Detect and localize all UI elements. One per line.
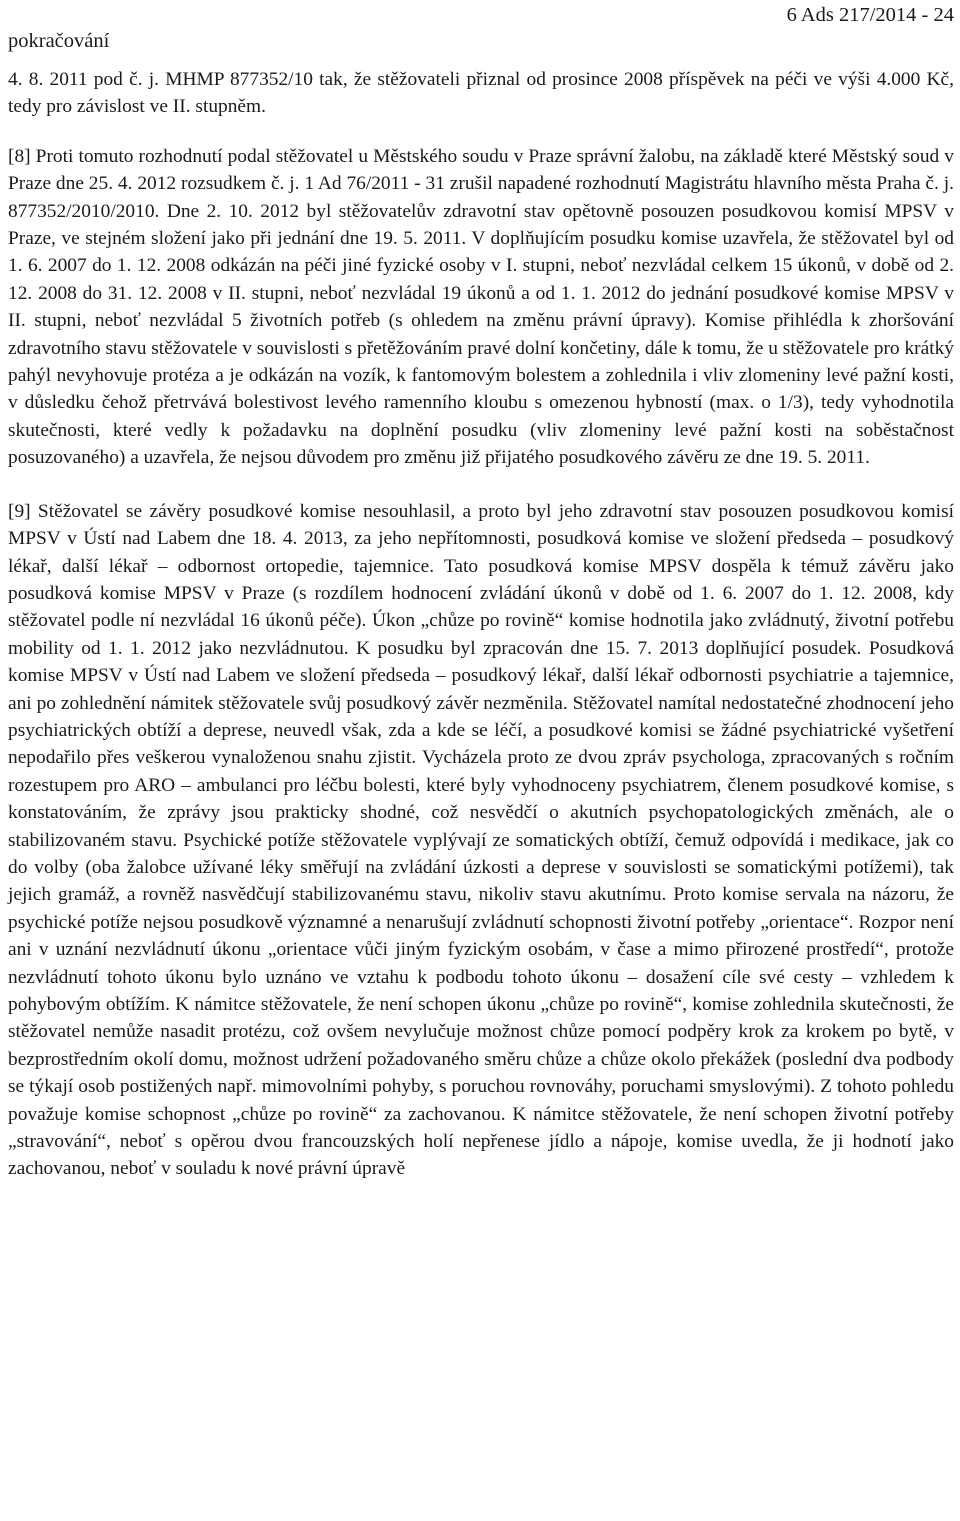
paragraph-9: [9] Stěžovatel se závěry posudkové komise nesouhlasil, a proto byl jeho zdravotní stav posouzen posudkovou komisí MPSV v Ústí nad Labem dne 18. 4. 2013, za jeho nepřítomnosti, posudková komise ve složení předseda – posudkový lékař, další lékař – odbornost ortopedie, tajemnice. Tato posudková komise MPSV dospěla k témuž závěru jako posudková komise MPSV v Praze (s rozdílem hodnocení zvládání úkonů v době od 1. 6. 2007 do 1. 12. 2008, kdy stěžovatel podle ní nezvládal 16 úkonů péče). Úkon „chůze po rovině“ komise hodnotila jako zvládnutý, životní potřebu mobility od 1. 1. 2012 jako nezvládnutou. K posudku byl zpracován dne 15. 7. 2013 doplňující posudek. Posudková komise MPSV v Ústí nad Labem ve složení předseda – posudkový lékař, další lékař odbornosti psychiatrie a tajemnice, ani po zohlednění námitek stěžovatele svůj posudkový závěr nezměnila. Stěžovatel namítal nedostatečné zhodnocení jeho psychiatrických obtíží a deprese, neuvedl však, zda a kde se léčí, a posudkové komisi se žádné psychiatrické vyšetření nepodařilo přes veškerou vynaloženou snahu zjistit. Vycházela proto ze dvou zpráv psychologa, zpracovaných s ročním rozestupem pro ARO – ambulanci pro léčbu bolesti, které byly vyhodnoceny psychiatrem, členem posudkové komise, s konstatováním, že zprávy jsou prakticky shodné, což nesvědčí o akutních psychopatologických změnách, ale o stabilizovaném stavu. Psychické potíže stěžovatele vyplývají ze somatických obtíží, čemuž odpovídá i medikace, jak co do volby (oba žalobce užívané léky směřují na zvládání úzkosti a deprese v souvislosti se somatickými potížemi), tak jejich gramáž, a rovněž nasvědčují stabilizovanému stavu, nikoliv stavu akutnímu. Proto komise servala na názoru, že psychické potíže nejsou posudkově významné a nenarušují zvládnutí schopnosti životní potřeby „orientace“. Rozpor není ani v uznání nezvládnutí úkonu „orientace vůči jiným fyzickým osobám, v čase a mimo přirozené prostředí“, protože nezvládnutí tohoto úkonu bylo uznáno ve vztahu k podbodu tohoto úkonu – dosažení cíle své cesty – vzhledem k pohybovým obtížím. K námitce stěžovatele, že není schopen úkonu „chůze po rovině“, komise zohlednila skutečnosti, že stěžovatel nemůže nasadit protézu, což ovšem nevylučuje možnost chůze pomocí podpěry krok za krokem po bytě, v bezprostředním okolí domu, možnost udržení požadovaného směru chůze a chůze okolo překážek (poslední dva podbody se týkají osob postižených např. mimovolními pohyby, s poruchou rovnováhy, poruchami smyslovými). Z tohoto pohledu považuje komise schopnost „chůze po rovině“ za zachovanou. K námitce stěžovatele, že není schopen životní potřeby „stravování“, neboť s opěrou dvou francouzských holí nepřenese jídlo a nápoje, komise uvedla, že ji hodnotí jako zachovanou, neboť v souladu k nové právní úpravě	[8, 500, 954, 1180]
case-number: 6 Ads 217/2014 - 24	[786, 4, 954, 26]
paragraph-continuation: 4. 8. 2011 pod č. j. MHMP 877352/10 tak, že stěžovateli přiznal od prosince 2008 příspěvek na péči ve výši 4.000 Kč, tedy pro závislost ve II. stupněm.	[8, 69, 954, 118]
document-page	[8, 0, 954, 1183]
continuation-label: pokračování	[8, 30, 110, 52]
page-header	[8, 0, 954, 62]
paragraph-8: [8] Proti tomuto rozhodnutí podal stěžovatel u Městského soudu v Praze správní žalobu, na základě které Městský soud v Praze dne 25. 4. 2012 rozsudkem č. j. 1 Ad 76/2011 - 31 zrušil napadené rozhodnutí Magistrátu hlavního města Praha č. j. 877352/2010/2010. Dne 2. 10. 2012 byl stěžovatelův zdravotní stav opětovně posouzen posudkovou komisí MPSV v Praze, ve stejném složení jako při jednání dne 19. 5. 2011. V doplňujícím posudku komise uzavřela, že stěžovatel byl od 1. 6. 2007 do 1. 12. 2008 odkázán na péči jiné fyzické osoby v I. stupni, neboť nezvládal celkem 15 úkonů, v době od 2. 12. 2008 do 31. 12. 2008 v II. stupni, neboť nezvládal 19 úkonů a od 1. 1. 2012 do jednání posudkové komise MPSV v II. stupni, neboť nezvládal 5 životních potřeb (s ohledem na změnu právní úpravy). Komise přihlédla k zhoršování zdravotního stavu stěžovatele v souvislosti s přetěžováním pravé dolní končetiny, dále k tomu, že u stěžovatele pro krátký pahýl nevyhovuje protéza a je odkázán na vozík, k fantomovým bolestem a zohlednila i vliv zlomeniny levé pažní kosti, v důsledku čehož přetrvává bolestivost levého ramenního kloubu s omezenou hybností (max. o 1/3), tedy vyhodnotila skutečnosti, které vedly k požadavku na doplnění posudku (vliv zlomeniny levé pažní kosti na soběstačnost posuzovaného) a uzavřela, že nejsou důvodem pro změnu již přijatého posudkového závěru ze dne 19. 5. 2011.	[8, 145, 954, 469]
